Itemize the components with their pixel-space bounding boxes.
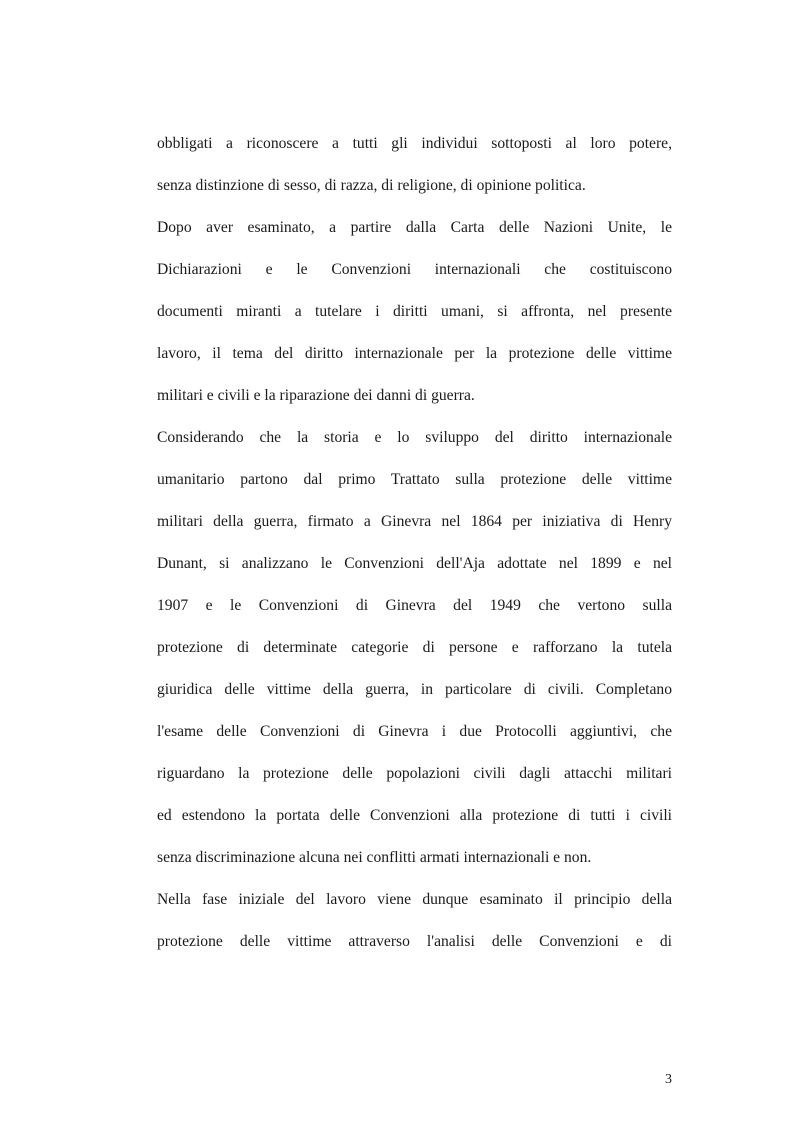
text-line: Dichiarazioni e le Convenzioni internazionali che costituiscono [157, 261, 672, 278]
page-number: 3 [665, 1072, 672, 1087]
text-line: senza discriminazione alcuna nei conflitti armati internazionali e non. [157, 849, 592, 866]
text-line: protezione delle vittime attraverso l'analisi delle Convenzioni e di [157, 933, 672, 950]
text-line: l'esame delle Convenzioni di Ginevra i due Protocolli aggiuntivi, che [157, 723, 672, 740]
text-line: ed estendono la portata delle Convenzioni alla protezione di tutti i civili [157, 807, 672, 824]
text-line: 1907 e le Convenzioni di Ginevra del 1949 che vertono sulla [157, 597, 672, 614]
text-line: lavoro, il tema del diritto internazionale per la protezione delle vittime [157, 345, 672, 362]
text-line: Nella fase iniziale del lavoro viene dunque esaminato il principio della [157, 891, 672, 908]
text-line: senza distinzione di sesso, di razza, di religione, di opinione politica. [157, 177, 586, 194]
text-line: obbligati a riconoscere a tutti gli individui sottoposti al loro potere, [157, 135, 672, 152]
text-line: umanitario partono dal primo Trattato sulla protezione delle vittime [157, 471, 672, 488]
text-line: Dunant, si analizzano le Convenzioni dell'Aja adottate nel 1899 e nel [157, 555, 672, 572]
text-line: Considerando che la storia e lo sviluppo del diritto internazionale [157, 429, 672, 446]
text-line: militari della guerra, firmato a Ginevra nel 1864 per iniziativa di Henry [157, 513, 672, 530]
text-line: militari e civili e la riparazione dei danni di guerra. [157, 387, 475, 404]
text-line: giuridica delle vittime della guerra, in particolare di civili. Completano [157, 681, 672, 698]
text-line: protezione di determinate categorie di persone e rafforzano la tutela [157, 639, 672, 656]
body-text [157, 128, 672, 968]
text-line: riguardano la protezione delle popolazioni civili dagli attacchi militari [157, 765, 672, 782]
text-line: documenti miranti a tutelare i diritti umani, si affronta, nel presente [157, 303, 672, 320]
text-line: Dopo aver esaminato, a partire dalla Carta delle Nazioni Unite, le [157, 219, 672, 236]
